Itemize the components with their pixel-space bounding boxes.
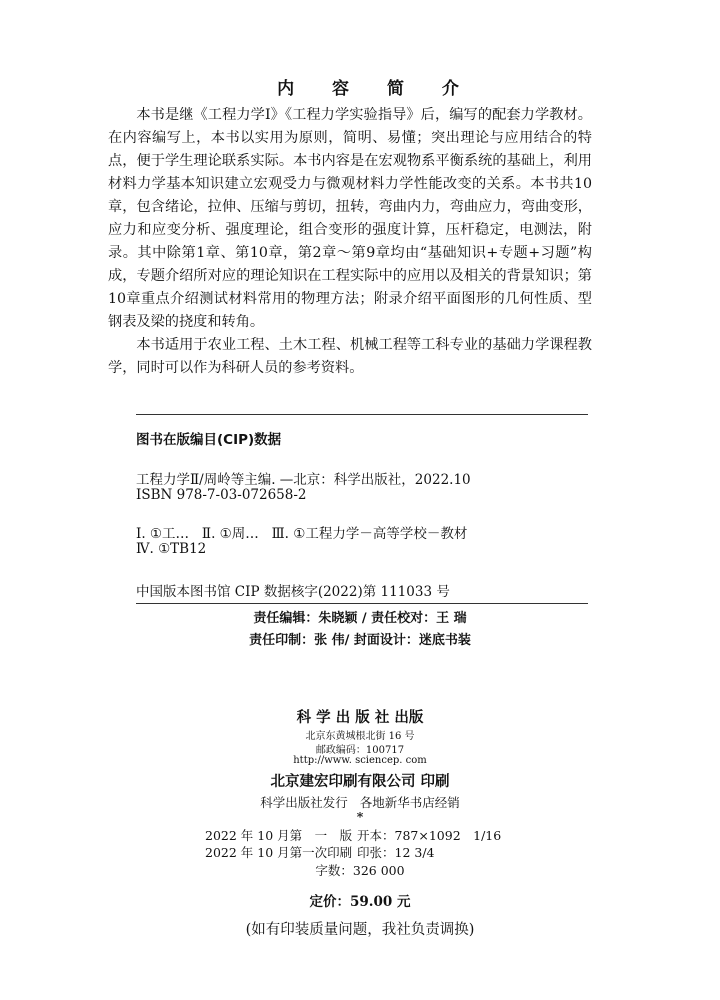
cip-classification: Ⅰ. ①工… Ⅱ. ①周… Ⅲ. ①工程力学－高等学校－教材 xyxy=(136,526,468,542)
price: 定价：59.00 元 xyxy=(309,894,411,910)
quality-note: (如有印装质量问题，我社负责调换) xyxy=(245,922,475,938)
print-date: 2022 年 10 月第一次印刷 xyxy=(205,845,353,860)
publisher-address: 北京东黄城根北街 16 号 xyxy=(305,731,415,742)
distribution: 科学出版社发行 各地新华书店经销 xyxy=(260,795,460,810)
printing-design-line: 责任印制：张 伟/ 封面设计：迷底书装 xyxy=(249,633,471,648)
summary-body xyxy=(108,104,592,380)
cip-record-number: 中国版本图书馆 CIP 数据核字(2022)第 111033 号 xyxy=(136,584,450,600)
word-count: 字数：326 000 xyxy=(315,863,405,878)
cip-classification-2: Ⅳ. ①TB12 xyxy=(136,541,207,557)
print-sheets: 印张：12 3/4 xyxy=(357,845,435,860)
cip-bottom-divider xyxy=(136,603,588,604)
cip-heading: 图书在版编目(CIP)数据 xyxy=(136,432,282,448)
editor-line: 责任编辑：朱晓颖 / 责任校对：王 瑞 xyxy=(253,611,467,626)
edition-row-1 xyxy=(205,826,501,844)
publisher-name: 科 学 出 版 社 出版 xyxy=(296,709,424,726)
separator-star: * xyxy=(356,809,364,824)
summary-paragraph: 本书是继《工程力学Ⅰ》《工程力学实验指导》后，编写的配套力学教材。在内容编写上，本书以实用为原则，简明、易懂；突出理论与应用结合的特点，便于学生理论联系实际。本书内容是在宏观物系平衡系统的基础上，利用材料力学基本知识建立宏观受力与微观材料力学性能改变的关系。本书共10章，包含绪论，拉伸、压缩与剪切，扭转，弯曲内力，弯曲应力，弯曲变形，应力和应变分析、强度理论，组合变形的强度计算，压杆稳定，电测法，附录。其中除第1章、第10章，第2章～第9章均由“基础知识+专题+习题”构成，专题介绍所对应的理论知识在工程实际中的应用以及相关的背景知识；第10章重点介绍测试材料常用的物理方法；附录介绍平面图形的几何性质、型钢表及梁的挠度和转角。 xyxy=(108,107,592,330)
printer-name: 北京建宏印刷有限公司 印刷 xyxy=(270,773,450,790)
cip-title-line: 工程力学Ⅱ/周岭等主编. —北京：科学出版社，2022.10 xyxy=(136,472,471,488)
publisher-postcode: 邮政编码：100717 xyxy=(315,745,405,756)
summary-paragraph: 本书适用于农业工程、土木工程、机械工程等工科专业的基础力学课程教学，同时可以作为科研人员的参考资料。 xyxy=(108,337,592,376)
edition-date: 2022 年 10 月第 一 版 xyxy=(205,828,353,843)
edition-row-2 xyxy=(205,843,435,861)
cip-top-divider xyxy=(136,414,588,415)
summary-title: 内 容 简 介 xyxy=(277,79,475,99)
format-size: 开本：787×1092 1/16 xyxy=(357,828,502,843)
cip-isbn: ISBN 978-7-03-072658-2 xyxy=(136,487,307,503)
publisher-url: http://www. sciencep. com xyxy=(293,755,427,766)
